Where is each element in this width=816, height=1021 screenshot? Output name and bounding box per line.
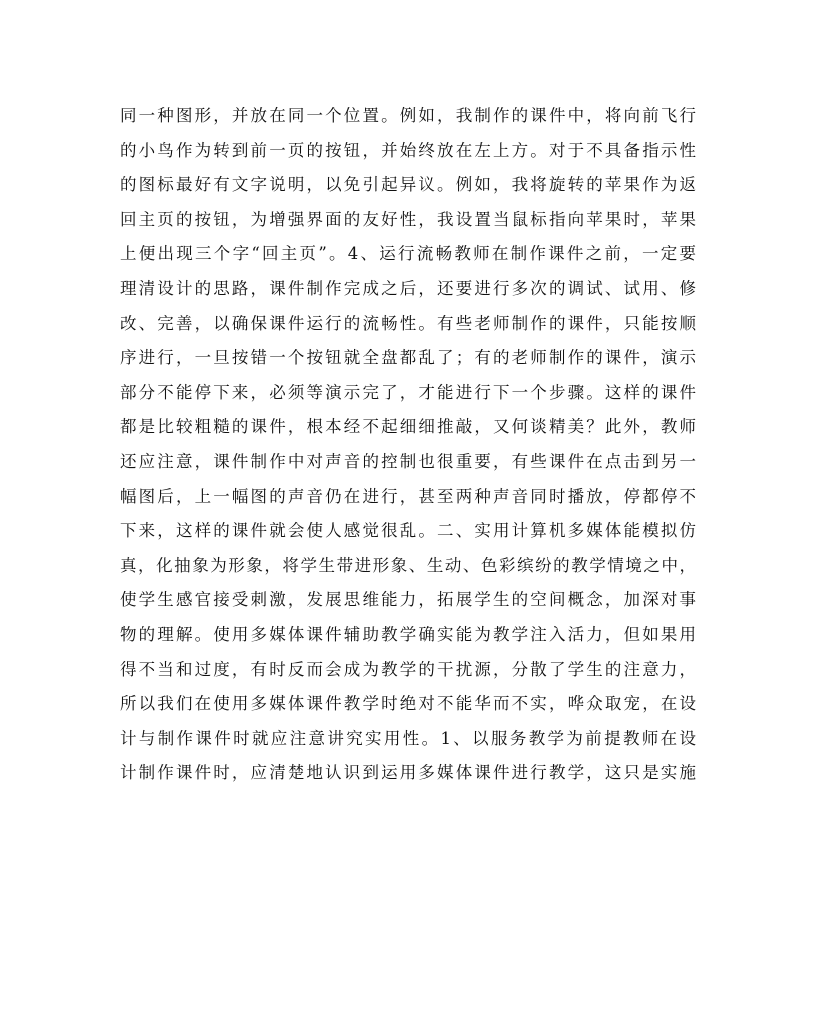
text-line-19: 计与制作课件时就应注意讲究实用性。1、以服务教学为前提教师在设 <box>120 728 696 748</box>
text-line-5: 上便出现三个字“回主页”。4、运行流畅教师在制作课件之前，一定要 <box>120 244 696 264</box>
text-line-9: 部分不能停下来，必须等演示完了，才能进行下一个步骤。这样的课件 <box>120 382 696 402</box>
text-line-15: 使学生感官接受刺激，发展思维能力，拓展学生的空间概念，加深对事 <box>120 590 696 610</box>
text-line-20: 计制作课件时，应清楚地认识到运用多媒体课件进行教学，这只是实施 <box>120 763 696 783</box>
text-line-3: 的图标最好有文字说明，以免引起异议。例如，我将旋转的苹果作为返 <box>120 175 696 195</box>
text-line-11: 还应注意，课件制作中对声音的控制也很重要，有些课件在点击到另一 <box>120 451 696 471</box>
text-line-7: 改、完善，以确保课件运行的流畅性。有些老师制作的课件，只能按顺 <box>120 313 696 333</box>
text-line-10: 都是比较粗糙的课件，根本经不起细细推敲，又何谈精美？此外，教师 <box>120 417 696 437</box>
text-line-4: 回主页的按钮，为增强界面的友好性，我设置当鼠标指向苹果时，苹果 <box>120 209 696 229</box>
text-line-18: 所以我们在使用多媒体课件教学时绝对不能华而不实，哗众取宠，在设 <box>120 694 696 714</box>
text-line-2: 的小鸟作为转到前一页的按钮，并始终放在左上方。对于不具备指示性 <box>120 140 696 160</box>
body-text <box>120 99 696 791</box>
text-line-6: 理清设计的思路，课件制作完成之后，还要进行多次的调试、试用、修 <box>120 278 696 298</box>
text-line-17: 得不当和过度，有时反而会成为教学的干扰源，分散了学生的注意力， <box>120 659 696 679</box>
text-line-12: 幅图后，上一幅图的声音仍在进行，甚至两种声音同时播放，停都停不 <box>120 486 696 506</box>
text-line-8: 序进行，一旦按错一个按钮就全盘都乱了；有的老师制作的课件，演示 <box>120 348 696 368</box>
text-line-13: 下来，这样的课件就会使人感觉很乱。二、实用计算机多媒体能模拟仿 <box>120 521 696 541</box>
text-line-1: 同一种图形，并放在同一个位置。例如，我制作的课件中，将向前飞行 <box>120 106 696 125</box>
text-line-16: 物的理解。使用多媒体课件辅助教学确实能为教学注入活力，但如果用 <box>120 624 696 644</box>
text-line-14: 真，化抽象为形象，将学生带进形象、生动、色彩缤纷的教学情境之中， <box>120 555 696 575</box>
